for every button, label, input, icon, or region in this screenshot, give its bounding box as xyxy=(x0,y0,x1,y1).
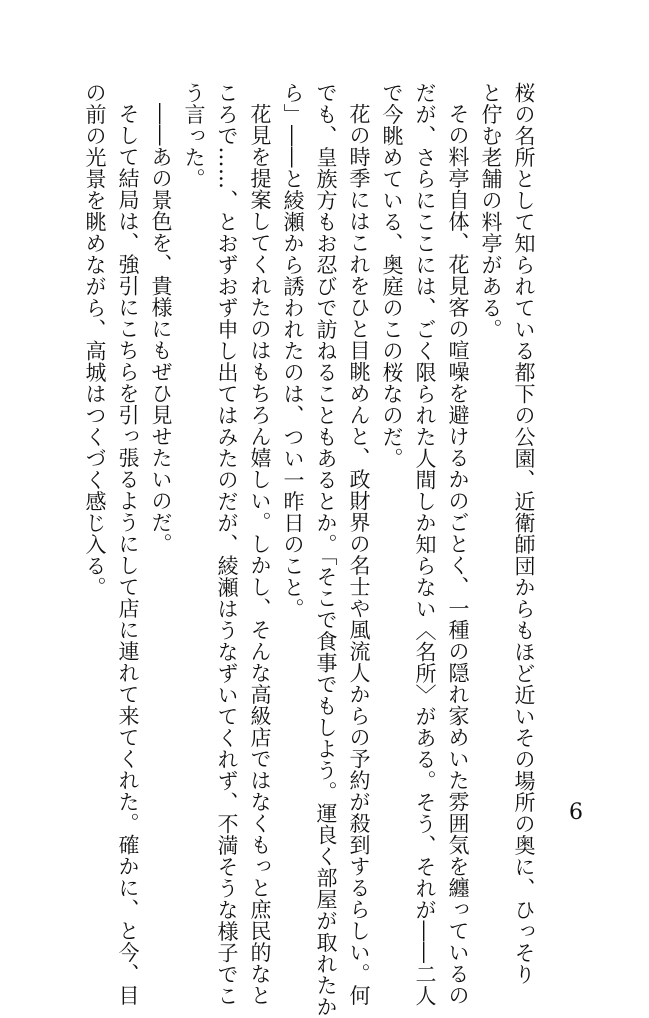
text-line: ら」――と綾瀬から誘われたのは、つい一昨日のこと。 xyxy=(281,82,305,620)
page-number: 6 xyxy=(569,800,583,825)
text-line: う言った。 xyxy=(182,82,206,190)
text-line: そして結局は、強引にこちらを引っ張るようにして店に連れて来てくれた。確かに、と今、目 xyxy=(116,103,140,1006)
text-line: だが、さらにここには、ごく限られた人間しか知らない〈名所〉がある。そう、それが――二人 xyxy=(413,82,437,1007)
text-line: ――あの景色を、貴様にもぜひ見せたいのだ。 xyxy=(149,103,173,555)
text-line: でも、皇族方もお忍びで訪ねることもあるとか。「そこで食事でもしよう。運良く部屋が取れたか xyxy=(314,82,338,1018)
vertical-text-body xyxy=(83,82,540,1018)
text-line: ころで……、とおずおず申し出てはみたのだが、綾瀬はうなずいてくれず、不満そうな様子でこ xyxy=(215,82,239,1007)
text-line: で今眺めている、奥庭のこの桜なのだ。 xyxy=(380,82,404,469)
text-line: の前の光景を眺めながら、高城はつくづく感じ入る。 xyxy=(83,82,107,598)
text-line: 花の時季にはこれをひと目眺めんと、政財界の名士や風流人からの予約が殺到するらしい。何 xyxy=(347,103,371,1006)
text-line: と佇む老舗の料亭がある。 xyxy=(479,82,503,340)
text-line: その料亭自体、花見客の喧噪を避けるかのごとく、一種の隠れ家めいた雰囲気を纏っているの xyxy=(446,103,470,1006)
text-line: 桜の名所として知られている都下の公園、近衛師団からもほど近いその場所の奥に、ひっそり xyxy=(512,82,536,985)
text-line: 花見を提案してくれたのはもちろん嬉しい。しかし、そんな高級店ではなくもっと庶民的なと xyxy=(248,103,272,1006)
